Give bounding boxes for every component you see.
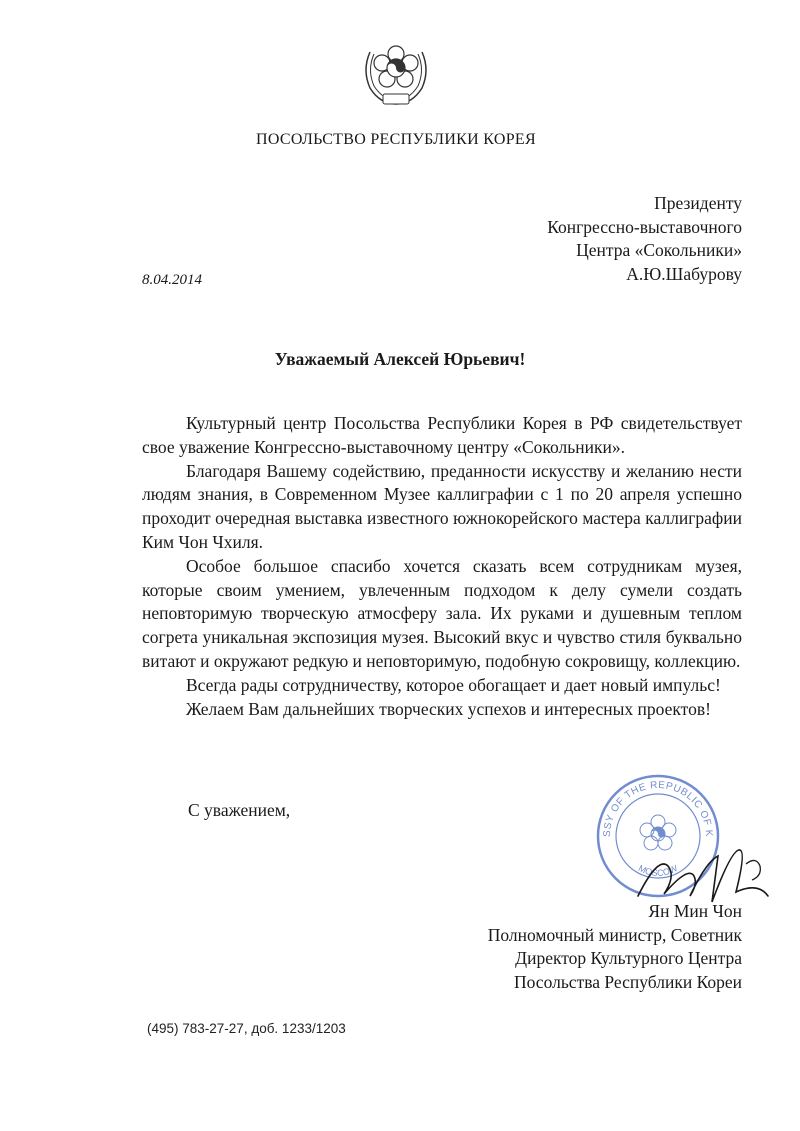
body-paragraph: Благодаря Вашему содействию, преданности искусству и желанию нести людям знания, в Современном Музее каллиграфии с 1 по 20 апреля успешно проходит очередная выставка известного южнокорейского мастера каллиграфии Ким Чон Чхиля. — [142, 460, 742, 552]
letter-body — [142, 412, 742, 721]
salutation: Уважаемый Алексей Юрьевич! — [274, 349, 526, 369]
addressee-line: А.Ю.Шабурову — [626, 263, 742, 284]
korea-emblem-icon — [356, 30, 436, 110]
addressee-line: Конгрессно-выставочного — [547, 216, 742, 237]
signer-title: Полномочный министр, Советник — [487, 924, 742, 945]
body-paragraph: Всегда рады сотрудничеству, которое обогащает и дает новый импульс! — [186, 674, 721, 695]
addressee-block — [547, 192, 742, 286]
body-paragraph: Желаем Вам дальнейших творческих успехов и интересных проектов! — [186, 698, 711, 719]
signer-title: Посольства Республики Кореи — [513, 971, 742, 992]
footer-phone: (495) 783-27-27, доб. 1233/1203 — [147, 1021, 346, 1036]
organization-title: ПОСОЛЬСТВО РЕСПУБЛИКИ КОРЕЯ — [256, 131, 536, 148]
svg-text:EMBASSY OF THE REPUBLIC OF KOR: SSY OF THE REPUBLIC OF K — [601, 779, 715, 838]
signer-name: Ян Мин Чон — [648, 901, 742, 921]
addressee-line: Центра «Сокольники» — [576, 240, 742, 260]
body-paragraph: Культурный центр Посольства Республики Корея в РФ свидетельствует свое уважение Конгрессно-выставочному центру «Сокольники». — [142, 413, 742, 457]
signer-block — [488, 900, 742, 994]
closing-phrase: С уважением, — [188, 800, 291, 820]
svg-text:MOSCOW: MOSCOW — [636, 863, 680, 878]
addressee-line: Президенту — [654, 193, 742, 213]
body-paragraph: Особое большое спасибо хочется сказать всем сотрудникам музея, которые своим умением, увлеченным подходом к делу сумели создать неповторимую творческую атмосферу зала. Их руками и душевным теплом согрета уникальная экспозиция музея. Высокий вкус и чувство стиля буквально витают и окружают редкую и неповторимую, подобную сокровищу, коллекцию. — [142, 555, 742, 671]
letter-date: 8.04.2014 — [142, 272, 202, 288]
signer-title: Директор Культурного Центра — [515, 948, 742, 968]
